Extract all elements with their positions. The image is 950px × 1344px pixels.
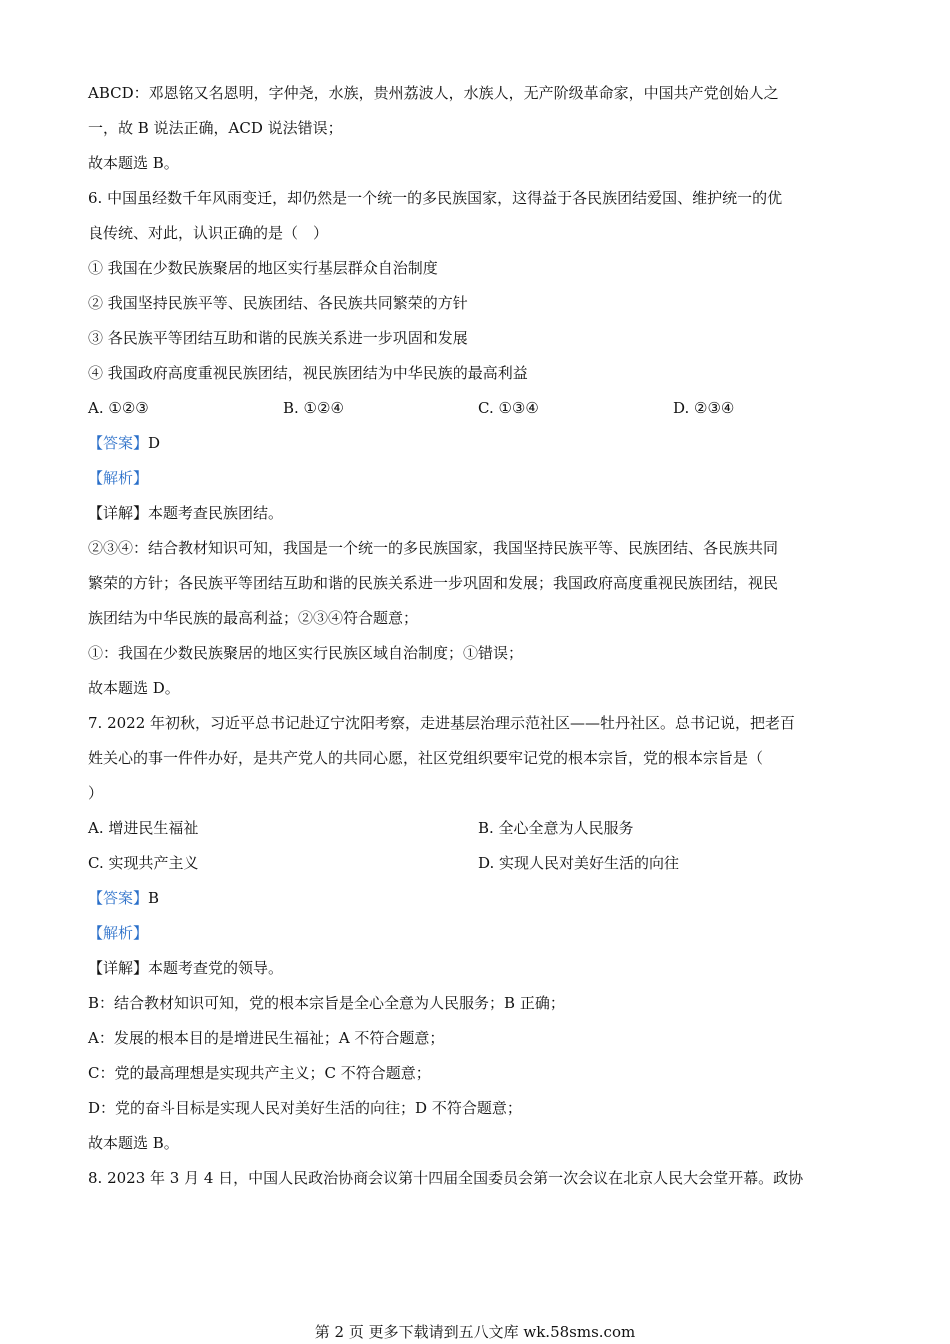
q7-detail — [88, 951, 868, 986]
q7-detail-intro: 本题考查党的领导。 — [148, 959, 284, 977]
q6-answer — [88, 426, 868, 461]
q6-stem-line-2: 良传统、对此，认识正确的是（ ） — [88, 224, 329, 242]
q6-statement-1: ① 我国在少数民族聚居的地区实行基层群众自治制度 — [88, 259, 438, 277]
q6-analysis — [88, 461, 868, 496]
q7-detail-line-5: 故本题选 B。 — [88, 1134, 179, 1152]
q7-detail-line-4: D：党的奋斗目标是实现人民对美好生活的向往；D 不符合题意； — [88, 1099, 522, 1117]
q7-detail-line-3: C：党的最高理想是实现共产主义；C 不符合题意； — [88, 1064, 431, 1082]
q7-stem-line-1: 7. 2022 年初秋，习近平总书记赴辽宁沈阳考察，走进基层治理示范社区——牡丹社区。总书记说，把老百 — [88, 714, 796, 732]
q7-options-row-2 — [88, 846, 868, 881]
q7-option-a: A. 增进民生福祉 — [88, 819, 199, 837]
page-footer: 第 2 页 更多下载请到五八文库 wk.58sms.com — [314, 1323, 636, 1341]
q6-detail-line-5: 故本题选 D。 — [88, 679, 180, 697]
q8-stem-line-1: 8. 2023 年 3 月 4 日，中国人民政治协商会议第十四届全国委员会第一次会议在北京人民大会堂开幕。政协 — [88, 1169, 804, 1187]
q6-detail-line-4: ①：我国在少数民族聚居的地区实行民族区域自治制度；①错误； — [88, 644, 524, 662]
q7-answer — [88, 881, 868, 916]
q7-detail-line-1: B：结合教材知识可知，党的根本宗旨是全心全意为人民服务；B 正确； — [88, 994, 565, 1012]
q5-conclusion: 故本题选 B。 — [88, 154, 179, 172]
q6-option-c: C. ①③④ — [478, 399, 539, 417]
q6-option-b: B. ①②④ — [283, 399, 344, 417]
q5-analysis-line-1: ABCD：邓恩铭又名恩明，字仲尧，水族，贵州荔波人，水族人，无产阶级革命家，中国共产党创始人之 — [88, 84, 779, 102]
q7-option-c: C. 实现共产主义 — [88, 854, 199, 872]
q6-detail-intro: 本题考查民族团结。 — [148, 504, 284, 522]
q6-detail — [88, 496, 868, 531]
q6-detail-tag: 【详解】 — [88, 504, 149, 522]
q6-answer-tag: 【答案】 — [88, 434, 149, 452]
q7-option-d: D. 实现人民对美好生活的向往 — [478, 854, 680, 872]
q7-stem-line-3: ） — [88, 784, 104, 802]
q7-option-b: B. 全心全意为人民服务 — [478, 819, 634, 837]
q7-detail-tag: 【详解】 — [88, 959, 149, 977]
q6-options — [88, 391, 868, 426]
q6-answer-value: D — [148, 434, 161, 452]
document-body — [88, 76, 868, 1196]
q6-detail-line-2: 繁荣的方针；各民族平等团结互助和谐的民族关系进一步巩固和发展；我国政府高度重视民族团结，视民 — [88, 574, 779, 592]
q7-options-row-1 — [88, 811, 868, 846]
q7-analysis-tag: 【解析】 — [88, 924, 149, 942]
q5-analysis-line-2: 一，故 B 说法正确，ACD 说法错误； — [88, 119, 343, 137]
q7-answer-tag: 【答案】 — [88, 889, 149, 907]
q6-statement-4: ④ 我国政府高度重视民族团结，视民族团结为中华民族的最高利益 — [88, 364, 528, 382]
q7-analysis — [88, 916, 868, 951]
q6-statement-3: ③ 各民族平等团结互助和谐的民族关系进一步巩固和发展 — [88, 329, 468, 347]
q6-stem-line-1: 6. 中国虽经数千年风雨变迁，却仍然是一个统一的多民族国家，这得益于各民族团结爱国、维护统一的优 — [88, 189, 783, 207]
q7-detail-line-2: A：发展的根本目的是增进民生福祉；A 不符合题意； — [88, 1029, 445, 1047]
q7-answer-value: B — [148, 889, 160, 907]
q7-stem-line-2: 姓关心的事一件件办好，是共产党人的共同心愿，社区党组织要牢记党的根本宗旨，党的根本宗旨是（ — [88, 749, 764, 767]
q6-detail-line-1: ②③④：结合教材知识可知，我国是一个统一的多民族国家，我国坚持民族平等、民族团结、各民族共同 — [88, 539, 779, 557]
q6-option-a: A. ①②③ — [88, 399, 149, 417]
q6-detail-line-3: 族团结为中华民族的最高利益；②③④符合题意； — [88, 609, 419, 627]
q6-analysis-tag: 【解析】 — [88, 469, 149, 487]
q6-statement-2: ② 我国坚持民族平等、民族团结、各民族共同繁荣的方针 — [88, 294, 468, 312]
q6-option-d: D. ②③④ — [673, 399, 735, 417]
